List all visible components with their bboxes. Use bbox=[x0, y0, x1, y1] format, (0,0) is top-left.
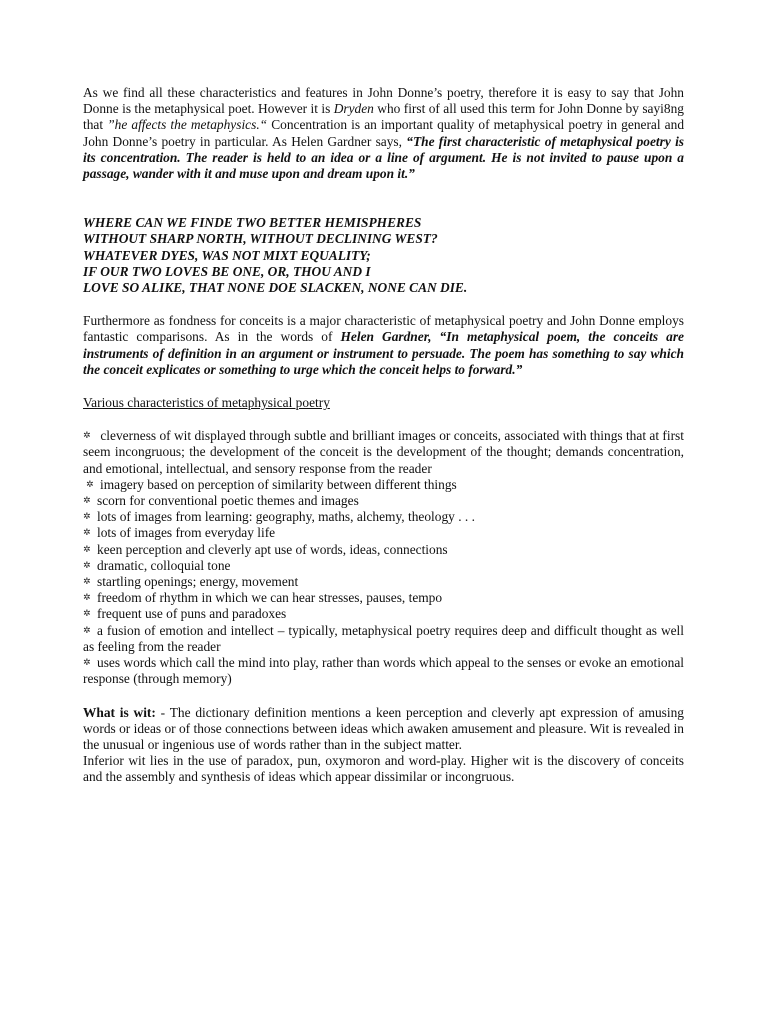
poem-line: WITHOUT SHARP NORTH, WITHOUT DECLINING WEST? bbox=[83, 231, 438, 247]
poem-line: WHERE CAN WE FINDE TWO BETTER HEMISPHERES bbox=[83, 215, 422, 231]
star-bullet-icon: ✲ bbox=[86, 479, 94, 490]
list-item-text: cleverness of wit displayed through subtle and brilliant images or conceits, associated with things that at first seem incongruous; the development of the conceit is the development of the thought; demands concentration, and emotional, intellectual, and sensory response from the reader bbox=[83, 428, 684, 476]
list-item-text: uses words which call the mind into play, rather than words which appeal to the senses or evoke an emotional response (through memory) bbox=[83, 655, 684, 687]
list-item bbox=[83, 525, 684, 541]
gardner-name: Helen Gardner, bbox=[340, 329, 432, 345]
wit-definition: - The dictionary definition mentions a keen perception and cleverly apt expression of amusing words or ideas or of those connections between ideas which awaken amusement and pleasure. Wit is revealed in the unusual or ingenious use of words rather than in the subject matter. bbox=[83, 704, 684, 752]
dryden-quote: ”he affects the metaphysics.“ bbox=[107, 117, 268, 133]
list-item-text: a fusion of emotion and intellect – typically, metaphysical poetry requires deep and difficult thought as well as feeling from the reader bbox=[83, 622, 684, 654]
star-bullet-icon: ✲ bbox=[83, 593, 91, 604]
poem-line: IF OUR TWO LOVES BE ONE, OR, THOU AND I bbox=[83, 263, 371, 279]
list-item bbox=[83, 623, 684, 655]
list-item-text: freedom of rhythm in which we can hear stresses, pauses, tempo bbox=[97, 590, 443, 606]
section-heading: Various characteristics of metaphysical poetry bbox=[83, 395, 330, 411]
star-bullet-icon: ✲ bbox=[83, 560, 91, 571]
star-bullet-icon: ✲ bbox=[83, 431, 91, 442]
star-bullet-icon: ✲ bbox=[83, 496, 91, 507]
poem-line: LOVE SO ALIKE, THAT NONE DOE SLACKEN, NONE CAN DIE. bbox=[83, 280, 468, 296]
list-item bbox=[83, 509, 684, 525]
list-item bbox=[83, 574, 684, 590]
star-bullet-icon: ✲ bbox=[83, 512, 91, 523]
star-bullet-icon: ✲ bbox=[83, 625, 91, 636]
list-item bbox=[83, 558, 684, 574]
list-item bbox=[83, 428, 684, 477]
document-body bbox=[83, 85, 684, 786]
list-item-text: lots of images from everyday life bbox=[97, 525, 276, 541]
list-item-text: lots of images from learning: geography, maths, alchemy, theology . . . bbox=[97, 509, 475, 525]
gardner-quote: “The first characteristic of metaphysical poetry is its concentration. The reader is held to an idea or a line of argument. He is not invited to pause upon a passage, wander with it and muse upon and dream upon it.” bbox=[83, 133, 685, 182]
star-bullet-icon: ✲ bbox=[83, 528, 91, 539]
intro-text-1: As we find all these characteristics and features in John Donne’s poetry, therefore it is easy to say that John Donne is the metaphysical poet. However it is bbox=[83, 85, 684, 117]
star-bullet-icon: ✲ bbox=[83, 544, 91, 555]
list-item-text: dramatic, colloquial tone bbox=[97, 557, 231, 573]
intro-paragraph bbox=[83, 85, 684, 182]
list-item-text: startling openings; energy, movement bbox=[97, 574, 299, 590]
list-item bbox=[83, 542, 684, 558]
poem-stanza bbox=[83, 215, 684, 296]
list-item bbox=[83, 655, 684, 687]
poem-line: WHATEVER DYES, WAS NOT MIXT EQUALITY; bbox=[83, 247, 371, 263]
star-bullet-icon: ✲ bbox=[83, 609, 91, 620]
list-item-text: imagery based on perception of similarity between different things bbox=[100, 476, 457, 492]
list-item bbox=[83, 606, 684, 622]
intro-text-2: who first of all used this term for John Donne by sayi8ng that bbox=[83, 101, 684, 133]
wit-label: What is wit: bbox=[83, 704, 156, 720]
list-item bbox=[83, 590, 684, 606]
list-item-text: keen perception and cleverly apt use of words, ideas, connections bbox=[97, 541, 448, 557]
list-item bbox=[83, 477, 684, 493]
list-item-text: frequent use of puns and paradoxes bbox=[97, 606, 287, 622]
dryden-name: Dryden bbox=[333, 101, 374, 117]
conceits-paragraph bbox=[83, 313, 684, 378]
characteristics-list bbox=[83, 428, 684, 687]
star-bullet-icon: ✲ bbox=[83, 577, 91, 588]
intro-text-3: Concentration is an important quality of metaphysical poetry in general and John Donne’s poetry in particular. As Helen Gardner says, bbox=[83, 117, 685, 149]
list-item-text: scorn for conventional poetic themes and images bbox=[97, 493, 359, 509]
wit-paragraph-2: Inferior wit lies in the use of paradox, pun, oxymoron and word-play. Higher wit is the discovery of conceits and the assembly and synthesis of ideas which appear dissimilar or incongruous. bbox=[83, 753, 684, 785]
conceits-quote: “In metaphysical poem, the conceits are instruments of definition in an argument or instrument to persuade. The poem has something to say which the conceit explicates or something to urge which the conceit helps to forward.” bbox=[83, 329, 684, 377]
wit-paragraph bbox=[83, 705, 684, 754]
star-bullet-icon: ✲ bbox=[83, 658, 91, 669]
conceits-text: Furthermore as fondness for conceits is a major characteristic of metaphysical poetry and John Donne employs fantastic comparisons. As in the words of bbox=[83, 313, 684, 345]
list-item bbox=[83, 493, 684, 509]
